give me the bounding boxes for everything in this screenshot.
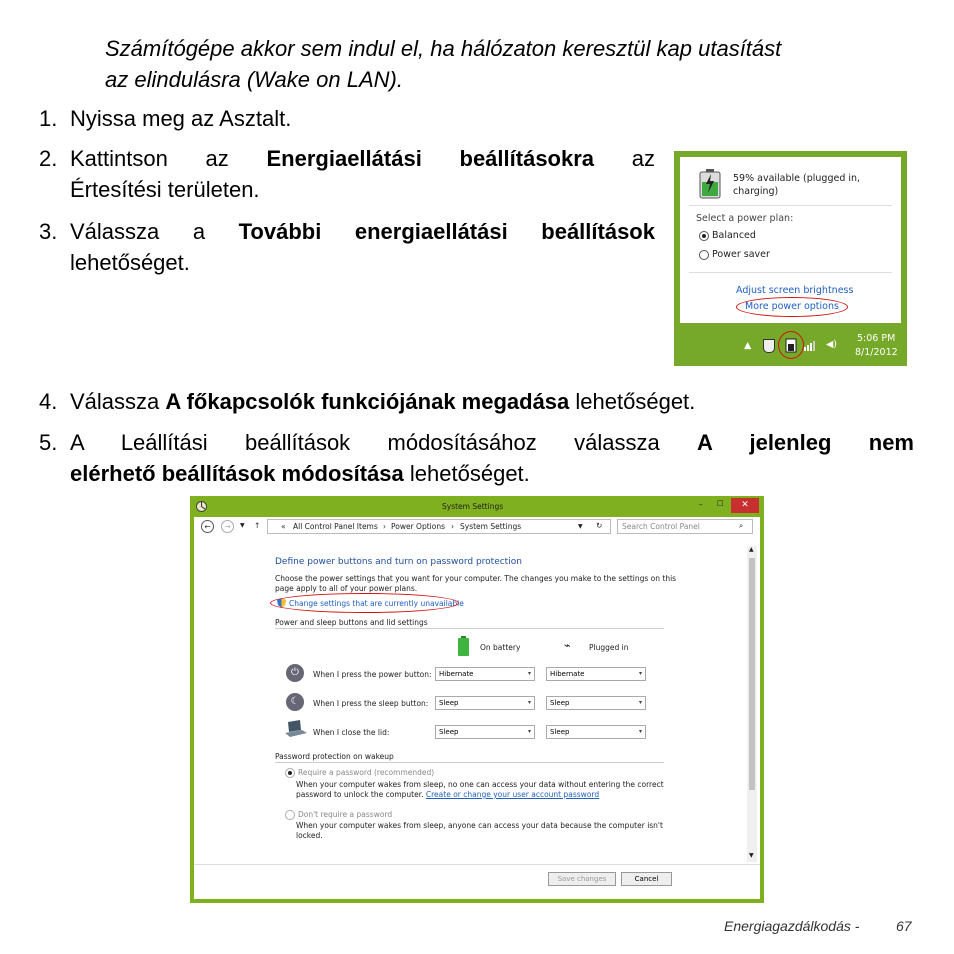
sleep-button-plugged-select[interactable] [546,696,646,710]
minimize-button[interactable]: – [699,500,703,509]
column-on-battery: On battery [480,643,521,652]
radio-balanced-icon[interactable] [699,231,709,241]
chevron-down-icon: ▾ [527,699,531,706]
lid-plugged-select[interactable] [546,725,646,739]
chevron-down-icon: ▾ [638,728,642,735]
require-password-desc-2-text: password to unlock the computer. [296,790,424,799]
scroll-down-icon[interactable]: ▼ [749,852,754,859]
flyout-divider [689,205,892,206]
window-body [194,517,760,899]
highlight-oval-more-options [736,297,848,317]
battery-icon [699,169,721,199]
option-require-password-label: Require a password (recommended) [298,768,435,777]
refresh-icon[interactable]: ↻ [596,521,603,530]
change-unavailable-settings-link[interactable]: Change settings that are currently unavailable [289,599,464,608]
step-3-pre: Válassza a [70,219,206,244]
step-2-pre: Kattintson az [70,146,229,171]
step-5-line-2 [70,458,530,489]
step-2-number: 2. [39,146,58,171]
section-power-buttons-rule [275,628,664,629]
option-no-password[interactable] [285,810,392,820]
step-1-text: Nyissa meg az Asztalt. [70,106,292,131]
tray-network-icon[interactable] [804,340,818,351]
search-input[interactable]: Search Control Panel [622,522,700,531]
cancel-button[interactable]: Cancel [621,872,672,886]
footer-rule [194,864,760,865]
option-no-password-label: Don't require a password [298,810,393,819]
breadcrumb-sep-1: › [383,522,386,531]
taskbar [674,323,907,366]
row-close-lid-label: When I close the lid: [313,728,390,737]
step-3-line-2: lehetőséget. [70,250,190,275]
step-5-bold-1: A jelenleg nem [697,430,914,455]
battery-column-icon [458,636,469,656]
maximize-button[interactable]: ☐ [717,499,724,508]
section-password-rule [275,762,664,763]
step-5-bold-2: elérhető beállítások módosítása [70,461,404,486]
tray-chevron-icon[interactable]: ▲ [744,340,752,351]
step-4-line [70,386,695,417]
power-plan-label: Select a power plan: [696,213,794,224]
breadcrumb-item-1[interactable]: All Control Panel Items [293,522,378,531]
battery-flyout-panel [680,157,901,323]
system-settings-window [190,496,764,903]
footer-page-number: 67 [896,918,912,934]
row-sleep-button-label: When I press the sleep button: [313,699,429,708]
power-button-icon: ⏻ [286,664,304,682]
chevron-down-icon: ▾ [527,670,531,677]
breadcrumb-root-icon: « [281,522,286,531]
plug-icon: ⌁ [564,639,571,652]
up-icon[interactable]: ↑ [254,521,261,530]
page-description-2: page apply to all of your power plans. [275,584,418,593]
plan-balanced[interactable] [699,230,756,241]
power-button-battery-value: Hibernate [439,670,474,678]
plan-power-saver[interactable] [699,249,770,260]
chevron-down-icon: ▾ [638,670,642,677]
footer-section: Energiagazdálkodás - [724,918,860,934]
battery-status-line-1: 59% available (plugged in, [733,173,861,184]
sleep-button-plugged-value: Sleep [550,699,570,707]
breadcrumb-item-2[interactable]: Power Options [391,522,445,531]
save-changes-button[interactable]: Save changes [548,872,616,886]
row-power-button-label: When I press the power button: [313,670,432,679]
section-power-buttons-title: Power and sleep buttons and lid settings [275,618,428,627]
plan-balanced-label: Balanced [712,230,756,241]
history-dropdown-icon[interactable]: ▼ [240,522,245,529]
radio-no-password-icon[interactable] [285,810,295,820]
scroll-up-icon[interactable]: ▲ [749,546,754,553]
power-button-plugged-select[interactable] [546,667,646,681]
step-4-bold: A főkapcsolók funkciójának megadása [165,389,570,414]
step-5-pre: A Leállítási beállítások módosításához válassza [70,430,660,455]
breadcrumb-sep-2: › [451,522,454,531]
chevron-down-icon: ▾ [527,728,531,735]
lid-plugged-value: Sleep [550,728,570,736]
laptop-lid-icon [285,720,307,738]
step-2-line-2: Értesítési területen. [70,177,260,202]
page-description-1: Choose the power settings that you want for your computer. The changes you make to the settings on this [275,574,677,583]
radio-power-saver-icon[interactable] [699,250,709,260]
lid-battery-select[interactable] [435,725,535,739]
step-4-number: 4. [39,389,58,414]
search-box[interactable] [617,519,753,534]
power-button-plugged-value: Hibernate [550,670,585,678]
step-2-post: az [631,146,655,171]
highlight-oval-battery [778,331,804,359]
step-4-pre: Válassza [70,389,160,414]
adjust-brightness-link[interactable]: Adjust screen brightness [736,285,854,296]
page-heading: Define power buttons and turn on password protection [275,557,522,567]
forward-icon[interactable]: → [221,520,234,533]
option-require-password[interactable] [285,768,434,778]
require-password-desc-1: When your computer wakes from sleep, no one can access your data without entering the correct [296,780,664,789]
section-password-title: Password protection on wakeup [275,752,394,761]
step-5-line-1 [70,427,914,458]
no-password-desc-2: locked. [296,831,323,840]
step-5-post: lehetőséget. [409,461,530,486]
tray-time[interactable]: 5:06 PM [857,333,896,344]
search-icon[interactable]: ⌕ [739,521,744,530]
step-4-post: lehetőséget. [575,389,696,414]
more-power-options-link[interactable]: More power options [745,301,839,312]
sleep-button-icon: ☾ [286,693,304,711]
require-password-desc-2 [296,790,599,799]
step-3-line-1 [70,216,655,247]
address-bar[interactable] [267,519,611,534]
step-5-number: 5. [39,430,58,455]
chevron-down-icon: ▾ [638,699,642,706]
tray-shield-icon[interactable] [763,339,775,353]
battery-status-line-2: charging) [733,186,779,197]
scrollbar[interactable] [747,546,757,862]
tray-volume-icon[interactable]: ◀) [826,339,838,350]
address-dropdown-icon[interactable]: ▼ [578,523,583,530]
sleep-button-battery-value: Sleep [439,699,459,707]
battery-flyout-screenshot [674,151,907,366]
flyout-divider-2 [689,272,892,273]
intro-line-1: Számítógépe akkor sem indul el, ha hálózaton keresztül kap utasítást [105,36,782,61]
step-2-line-1 [70,143,655,174]
back-icon[interactable]: ← [201,520,214,533]
window-app-icon [196,501,207,512]
power-button-battery-select[interactable] [435,667,535,681]
intro-line-2: az elindulásra (Wake on LAN). [105,67,403,92]
step-2-bold: Energiaellátási beállításokra [266,146,595,171]
step-1-number: 1. [39,106,58,131]
breadcrumb-item-3[interactable]: System Settings [460,522,522,531]
plan-power-saver-label: Power saver [712,249,770,260]
lid-battery-value: Sleep [439,728,459,736]
step-3-number: 3. [39,219,58,244]
scrollbar-thumb[interactable] [749,558,755,790]
column-plugged-in: Plugged in [589,643,629,652]
create-password-link[interactable]: Create or change your user account password [425,790,600,799]
close-button[interactable]: ✕ [731,498,759,513]
sleep-button-battery-select[interactable] [435,696,535,710]
radio-require-password-icon[interactable] [285,768,295,778]
tray-date[interactable]: 8/1/2012 [855,347,898,358]
no-password-desc-1: When your computer wakes from sleep, anyone can access your data because the computer isn't [296,821,663,830]
window-title: System Settings [442,502,504,511]
highlight-oval-change-settings [270,593,459,613]
step-3-bold: További energiaellátási beállítások [238,219,655,244]
